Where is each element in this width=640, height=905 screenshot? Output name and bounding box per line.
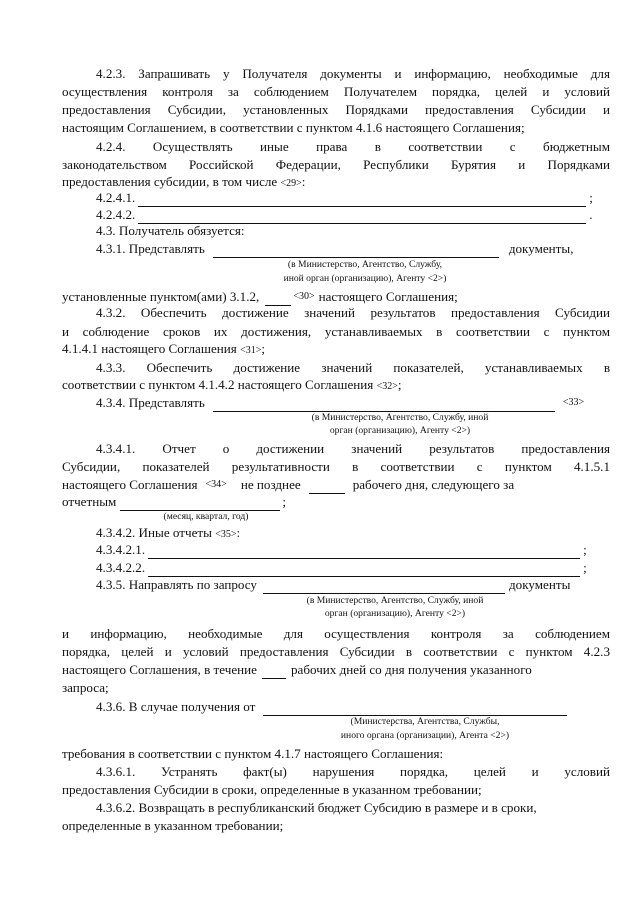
blank-caption: иного органа (организации), Агента <2>) (340, 730, 510, 741)
clause-4-2-4-line-2: законодательством Российской Федерации, Республики Бурятия и Порядками (62, 157, 610, 172)
clause-4-3-6-2-line-2: определенные в указанном требовании; (62, 818, 284, 833)
footnote-ref: <32> (376, 381, 398, 392)
fill-in-blank[interactable] (309, 480, 345, 494)
clause-4-3-6-line-2: требования в соответствии с пунктом 4.1.7 настоящего Соглашения: (62, 746, 444, 761)
clause-4-3-2-line-1: 4.3.2. Обеспечить достижение значений результатов предоставления Субсидии (96, 305, 610, 320)
footnote-ref: <35> (215, 529, 237, 540)
clause-4-3-3-line-2: соответствии с пунктом 4.1.4.2 настоящего Соглашения <32>; (62, 377, 402, 392)
fill-in-blank[interactable] (262, 665, 286, 679)
clause-4-2-3-line-4: настоящим Соглашением, в соответствии с пунктом 4.1.6 настоящего Соглашения; (62, 120, 525, 135)
clause-4-3-6-2-line-1: 4.3.6.2. Возвращать в республиканский бюджет Субсидию в размере и в сроки, (96, 800, 537, 815)
clause-4-2-4-2: 4.2.4.2. . (96, 207, 593, 222)
blank-caption: (в Министерство, Агентство, Службу, (287, 259, 443, 270)
clause-4-3-3-line-1: 4.3.3. Обеспечить достижение значений показателей, устанавливаемых в (96, 360, 610, 375)
clause-4-3: 4.3. Получатель обязуется: (96, 223, 245, 238)
clause-4-3-1-line-2: установленные пунктом(ами) 3.1.2, <30> настоящего Соглашения; (62, 289, 458, 304)
clause-4-3-5-line-3: порядка, целей и условий предоставления Субсидии в соответствии с пунктом 4.2.3 (62, 644, 610, 659)
clause-4-3-6-1-line-2: предоставления Субсидии в сроки, определенные в указанном требовании; (62, 782, 482, 797)
clause-4-3-4: 4.3.4. Представлять <33> (96, 395, 585, 410)
fill-in-blank[interactable] (213, 398, 555, 412)
fill-in-blank[interactable] (120, 497, 280, 511)
blank-caption: (в Министерство, Агентство, Службу, иной (306, 595, 484, 606)
fill-in-blank[interactable] (213, 244, 499, 258)
clause-4-2-4-1: 4.2.4.1. ; (96, 190, 593, 205)
footnote-ref: <30> (293, 291, 315, 302)
footnote-ref: <33> (562, 397, 585, 408)
clause-4-2-4-line-1: 4.2.4. Осуществлять иные права в соответствии с бюджетным (96, 139, 610, 154)
clause-4-2-3-line-3: предоставления Субсидии, установленных Порядками предоставления Субсидии и (62, 102, 610, 117)
blank-caption: (в Министерство, Агентство, Службу, иной (311, 412, 489, 423)
fill-in-blank[interactable] (263, 702, 567, 716)
blank-caption: (месяц, квартал, год) (163, 511, 249, 522)
clause-4-3-1-line-1: 4.3.1. Представлять документы, (96, 241, 574, 256)
clause-4-3-4-1-line-2: Субсидии, показателей результативности в соответствии с пунктом 4.1.5.1 (62, 459, 610, 474)
blank-caption: (Министерства, Агентства, Службы, (350, 716, 500, 727)
blank-caption: иной орган (организацию), Агенту <2>) (283, 273, 447, 284)
clause-4-3-4-1-line-4: отчетным ; (62, 494, 286, 509)
fill-in-blank[interactable] (148, 545, 580, 559)
fill-in-blank[interactable] (138, 193, 586, 207)
clause-4-3-2-line-3: 4.1.4.1 настоящего Соглашения <31>; (62, 341, 266, 356)
clause-4-3-4-2: 4.3.4.2. Иные отчеты <35>: (96, 525, 241, 540)
clause-4-3-5-line-1: 4.3.5. Направлять по запросу документы (96, 577, 571, 592)
clause-4-2-4-line-3: предоставления субсидии, в том числе <29>: (62, 174, 306, 189)
footnote-ref: <29> (280, 178, 302, 189)
clause-4-2-3-line-2: осуществления контроля за соблюдением Получателем порядка, целей и условий (62, 84, 610, 99)
blank-caption: орган (организацию), Агенту <2>) (329, 425, 471, 436)
clause-4-3-4-2-1: 4.3.4.2.1. ; (96, 542, 587, 557)
clause-4-3-2-line-2: и соблюдение сроков их достижения, устанавливаемых в соответствии с пунктом (62, 324, 610, 339)
footnote-ref: <31> (240, 345, 262, 356)
blank-caption: орган (организацию), Агенту <2>) (324, 608, 466, 619)
clause-4-3-5-line-5: запроса; (62, 680, 109, 695)
clause-4-3-6-1-line-1: 4.3.6.1. Устранять факт(ы) нарушения порядка, целей и условий (96, 764, 610, 779)
fill-in-blank[interactable] (263, 580, 505, 594)
clause-4-3-5-line-2: и информацию, необходимые для осуществления контроля за соблюдением (62, 626, 610, 641)
clause-4-2-3-line-1: 4.2.3. Запрашивать у Получателя документы и информацию, необходимые для (96, 66, 610, 81)
clause-4-3-4-1-line-1: 4.3.4.1. Отчет о достижении значений результатов предоставления (96, 441, 610, 456)
clause-4-3-5-line-4: настоящего Соглашения, в течение рабочих дней со дня получения указанного (62, 662, 532, 677)
clause-4-3-4-1-line-3: настоящего Соглашения <34> не позднее рабочего дня, следующего за (62, 477, 515, 492)
footnote-ref: <34> (205, 479, 227, 490)
clause-4-3-4-2-2: 4.3.4.2.2. ; (96, 560, 587, 575)
fill-in-blank[interactable] (148, 563, 580, 577)
clause-4-3-6-line-1: 4.3.6. В случае получения от (96, 698, 610, 716)
